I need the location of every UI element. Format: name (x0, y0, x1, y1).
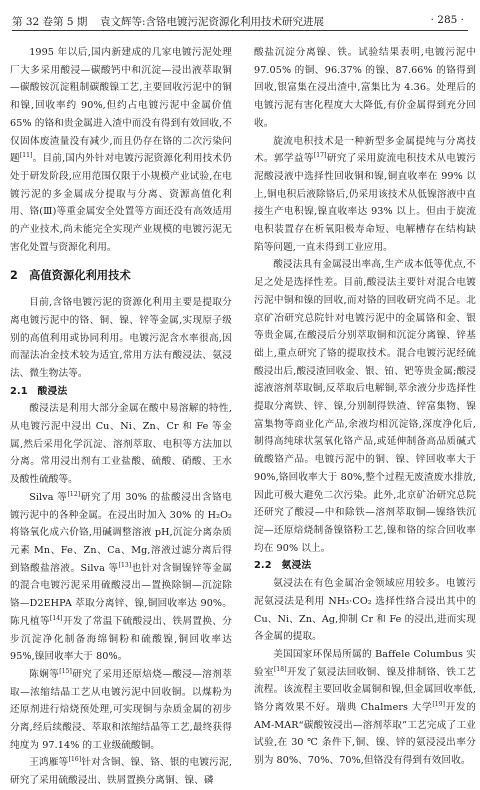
section-heading: 2 高值资源化利用技术 (10, 269, 131, 283)
paragraph: 酸浸法是利用大部分金属在酸中易溶解的特性,从电镀污泥中浸出 Cu、Ni、Zn、Cr 和 Fe 等金属,然后采用化学沉淀、溶剂萃取、电积等方法加以分离。常用浸出剂有工业盐酸、硫酸、硝酸、王水及酸性硫酸等。 (10, 403, 232, 486)
subsection-heading: 2.2 氨浸法 (254, 560, 312, 572)
paragraph: 美国国家环保局所属的 Baffele Columbus 实验室[18]开发了氨浸法回收铜、镍及排制铬、铁工艺流程。该流程主要回收金属铜和镍,但金属回收率低,铬分离效果不好。瑞典 Chalmers 大学[19]开发的 AM-MAR“碳酸铵浸出—溶剂萃取”工艺完成了工业试验,在 30 ℃ 条件下,铜、镍、锌的氨浸浸出率分别为 80%、70%、70%,但铬没有得到有效回收。 (254, 648, 477, 767)
right-column (254, 44, 476, 770)
paragraph: 酸浸法具有金属浸出率高,生产成本低等优点,不足之处是选择性差。目前,酸浸法主要针对混合电镀污泥中铜和镍的回收,而对铬的回收研究尚不足。北京矿冶研究总院针对电镀污泥中的金属铬和金、银等贵金属,在酸浸后分别萃取铜和沉淀分离镍、锌基础上,重点研究了铬的提取技术。混合电镀污泥经硫酸浸出后,酸浸渣回收金、银、铂、钯等贵金属;酸浸滤液溶剂萃取铜,反萃取后电解铜,萃余液分步选择性提取分离铁、锌、镍,分别制得铁渣、锌富集物、镍富集物等商业化产品,余液均相沉淀铬,深度净化后,制得高纯球状氢氧化铬产品,或延伸制备高品质碱式硫酸铬产品。电镀污泥中的铜、镍、锌回收率大于 90%,铬回收率大于 80%,整个过程无废渣废水排放,因此可极大避免二次污染。此外,北京矿冶研究总院还研究了酸浸—中和除铁—溶剂萃取铜—镍络铁沉淀—还原焙烧制备镍铬粉工艺,镍和铬的综合回收率均在 90% 以上。 (254, 259, 476, 554)
paragraph: 1995 年以后,国内新建成的几家电镀污泥处理厂大多采用酸浸—碳酸钙中和沉淀—浸出液萃取铜—碳酸铵沉淀粗制碳酸镍工艺,主要回收污泥中的铜和镍,回收率约 90%,但约占电镀污泥中金属价值 65% 的铬和贵金属进入渣中而没有得到有效回收,不仅固体废渣量没有减少,而且仍存在铬的二次污染问题[11]。目前,国内外针对电镀污泥资源化利用技术仍处于研发阶段,应用范围仅限于小规模产业试验,在电镀污泥的多金属成分提取与分离、资源高值化利用、铬(Ⅲ)等重金属安全处置等方面还没有高效适用的产业技术,尚未能完全实现产业规模的电镀污泥无害化处置与资源化利用。 (10, 47, 232, 253)
paragraph: 氨浸法在有色金属冶金领域应用较多。电镀污泥氨浸法是利用 NH₃·CO₂ 选择性络合浸出其中的 Cu、Ni、Zn、Ag,抑制 Cr 和 Fe 的浸出,进而实现各金属的提取。 (254, 578, 476, 643)
issue-label: 第 32 卷第 5 期 (12, 16, 88, 28)
paragraph: Silva 等[12]研究了用 30% 的盐酸浸出含铬电镀污泥中的各种金属。在浸出时加入 30% 的 H₂O₂ 将铬氧化成六价铬,用碱调整溶液 pH,沉淀分离杂质元素 Mn、Fe、Zn、Ca、Mg,溶液过滤分离后得到铬酸盐溶液。Silva 等[13]也针对含铜镍锌等金属的混合电镀污泥采用硫酸浸出—置换除铜—沉淀除铬—D2EHPA 萃取分离锌、镍,铜回收率达 90%。陈凡植等[14]开发了常温下硫酸浸出、铁屑置换、分步沉淀净化制备海绵铜粉和硫酸镍,铜回收率达 95%,镍回收率大于 80%。 (10, 490, 233, 663)
paragraph: 王鸿雁等[16]针对含铜、镍、铬、银的电镀污泥,研究了采用硫酸浸出、铁屑置换分离铜、镍、磷 (10, 756, 232, 787)
page-number: · 285 · (430, 14, 464, 26)
left-column (10, 44, 232, 790)
paragraph: 陈娴等[15]研究了采用还原焙烧—酸浸—溶剂萃取—浓缩结晶工艺从电镀污泥中回收铜。以煤粉为还原剂进行焙烧预处理,可实现铜与杂质金属的初步分离,经后续酸浸、萃取和浓缩结晶等工艺,最终获得纯度为 97.14% 的工业级硫酸铜。 (10, 667, 232, 751)
article-running-title: 袁文辉等:含铬电镀污泥资源化利用技术研究进展 (100, 16, 325, 28)
paragraph: 酸盐沉淀分离镍、铁。试验结果表明,电镀污泥中 97.05% 的铜、96.37% 的镍、87.66% 的铬得到回收,银富集在浸出渣中,富集比为 4.36。处理后的电镀污泥有害化程度大大降低,有价金属得到充分回收。 (254, 47, 476, 129)
running-header (12, 12, 468, 31)
paragraph: 旋流电积技术是一种新型多金属提纯与分离技术。郭学益等[17]研究了采用旋流电积技术从电镀污泥酸浸液中选择性回收铜和镍,铜直收率在 99% 以上,铜电积后液除铬后,仍采用该技术从低镍溶液中直接生产电积镍,镍直收率达 93% 以上。但由于旋流电积装置存在析氧阳极寿命短、电解槽存在结构缺陷等问题,一直未得到工业应用。 (254, 135, 476, 253)
subsection-heading: 2.1 酸浸法 (10, 385, 68, 397)
paragraph: 目前,含铬电镀污泥的资源化利用主要是提取分离电镀污泥中的铬、铜、镍、锌等金属,实现原子级别的高值利用或协同利用。电镀污泥含水率很高,因而湿法冶金技术较为适宜,常用方法有酸浸法、氨浸法、微生物法等。 (10, 297, 232, 379)
